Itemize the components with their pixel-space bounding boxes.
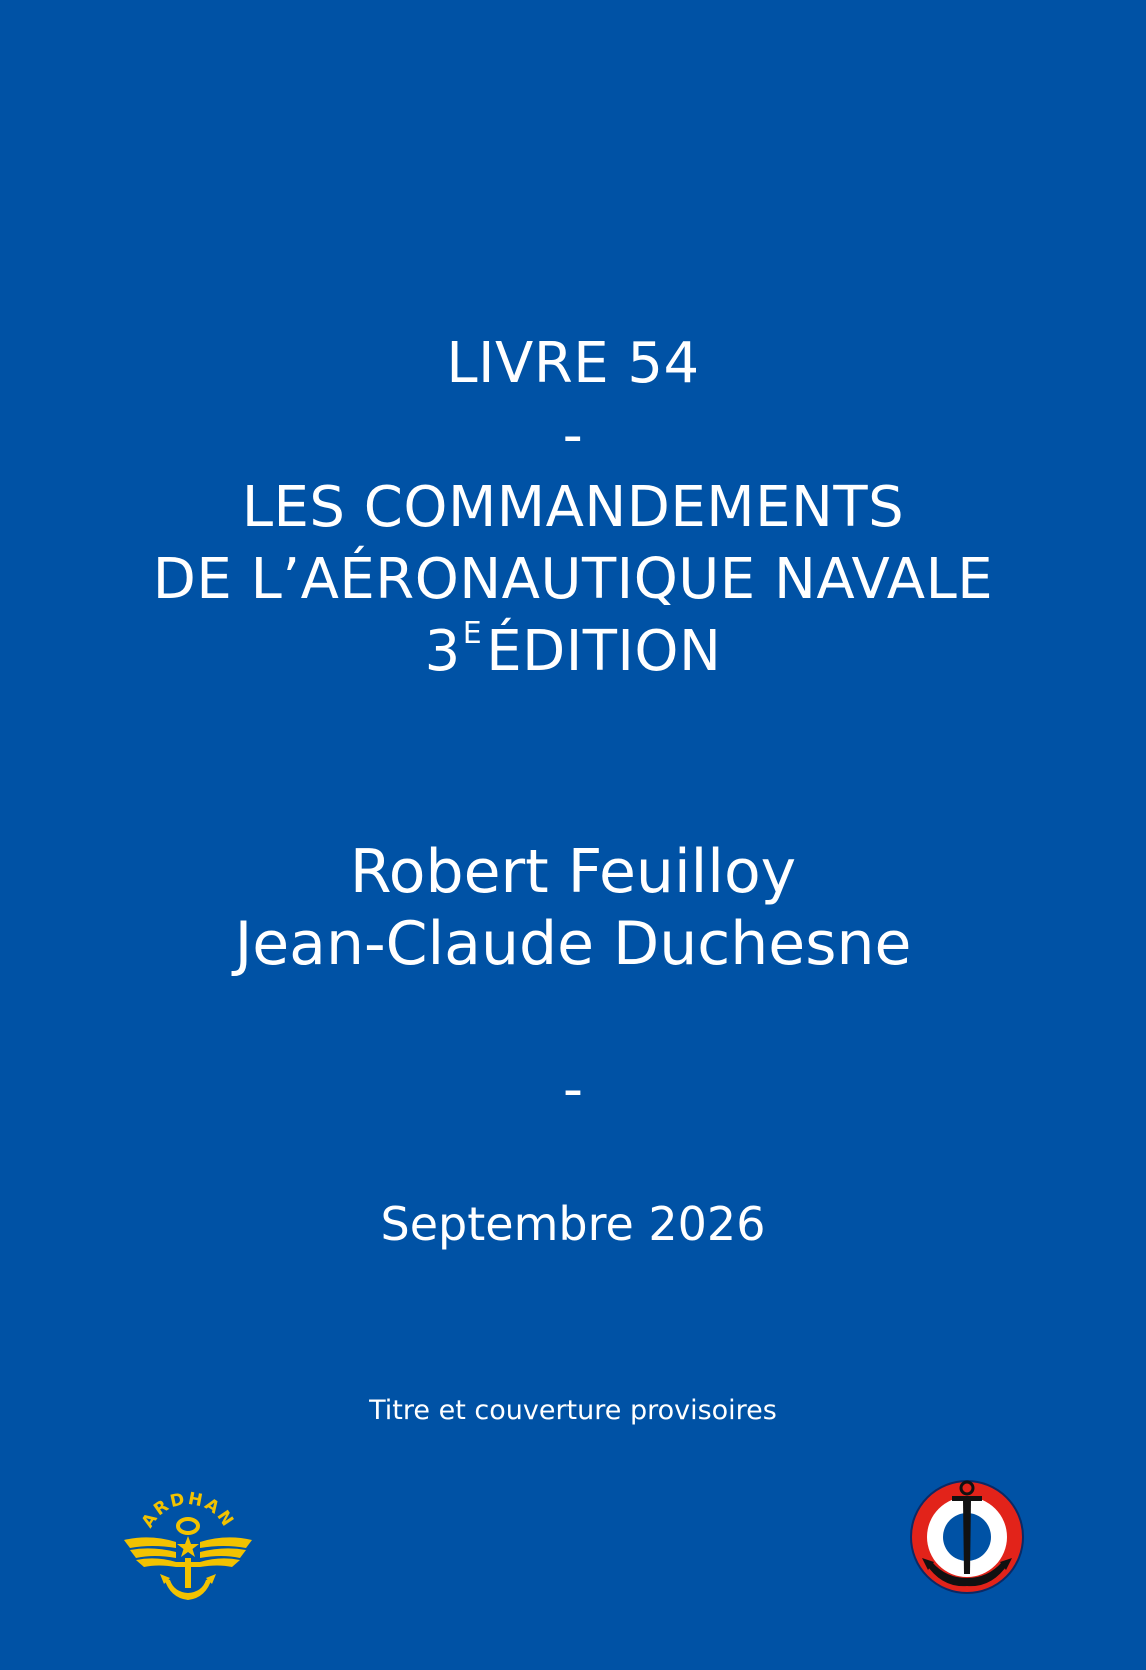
separator-dash: -: [562, 1057, 584, 1122]
author-name: Robert Feuilloy: [349, 837, 797, 907]
book-title: [0, 328, 1146, 688]
edition-number: 3: [424, 619, 461, 684]
edition-superscript: E: [462, 616, 483, 651]
publication-date: Septembre 2026: [380, 1197, 766, 1251]
ardhan-logo-icon: [120, 1474, 256, 1604]
title-line-main: LES COMMANDEMENTS: [241, 475, 905, 540]
edition-word: ÉDITION: [486, 619, 722, 684]
title-line-edition: [0, 616, 1146, 688]
authors: [0, 836, 1146, 980]
author-name: Jean-Claude Duchesne: [234, 909, 912, 979]
title-line-volume: LIVRE 54: [446, 331, 700, 396]
provisional-note: Titre et couverture provisoires: [369, 1395, 777, 1426]
title-separator: -: [562, 403, 584, 468]
svg-text:ARDHAN: ARDHAN: [137, 1488, 239, 1532]
naval-aviation-roundel-icon: [908, 1478, 1026, 1596]
title-line-sub: DE L’AÉRONAUTIQUE NAVALE: [152, 547, 994, 612]
